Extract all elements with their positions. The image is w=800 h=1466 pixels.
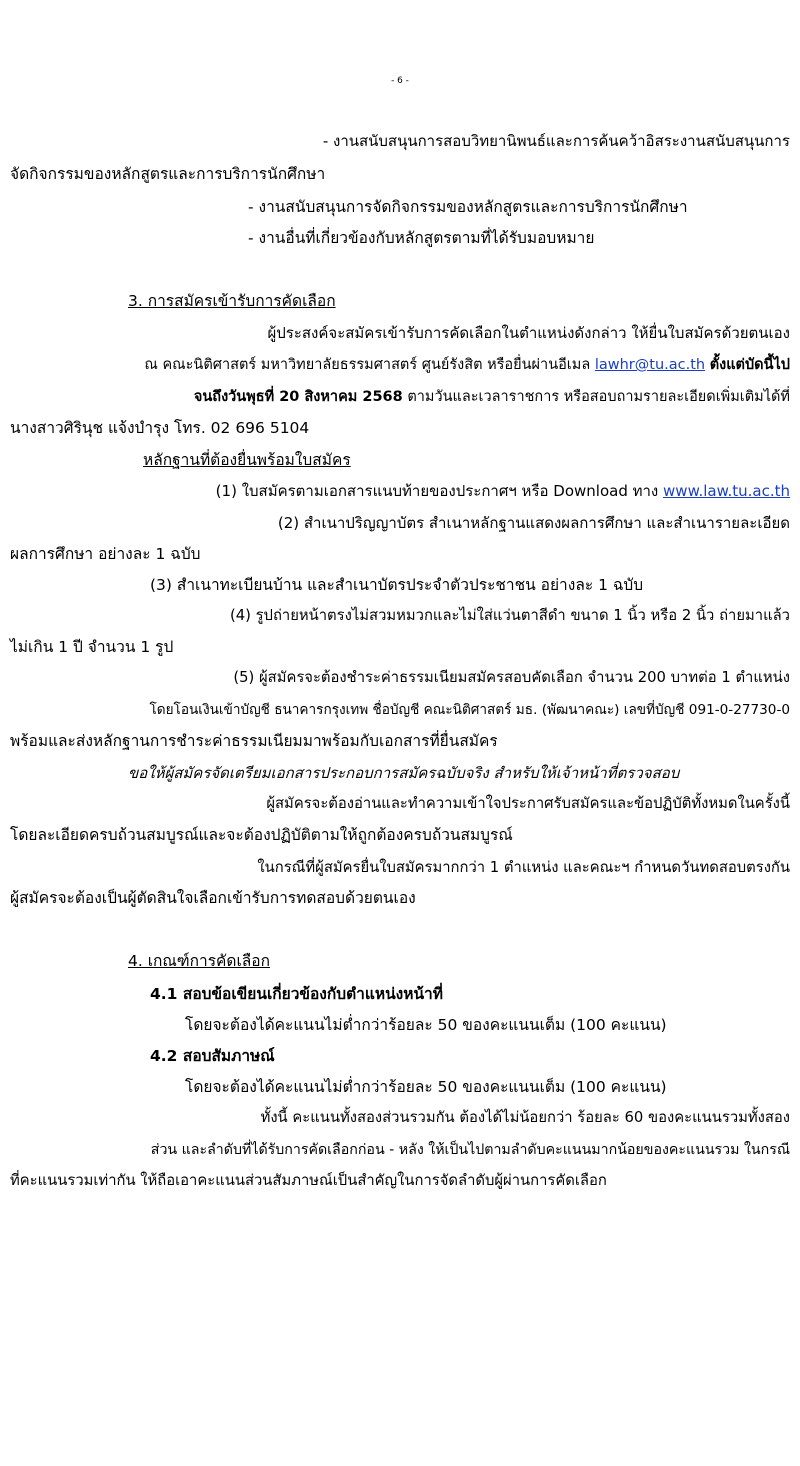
instruction-line: โดยละเอียดครบถ้วนสมบูรณ์และจะต้องปฏิบัติตามให้ถูกต้องครบถ้วนสมบูรณ์	[10, 826, 513, 844]
section-3-paragraph-line	[10, 354, 790, 376]
section-3-paragraph-line	[10, 386, 790, 408]
document-item-2-continued: ผลการศึกษา อย่างละ 1 ฉบับ	[10, 545, 201, 563]
duty-item: - งานสนับสนุนการจัดกิจกรรมของหลักสูตรและการบริการนักศึกษา	[248, 198, 688, 216]
score-rule-line: ที่คะแนนรวมเท่ากัน ให้ถือเอาคะแนนส่วนสัมภาษณ์เป็นสำคัญในการจัดลำดับผู้ผ่านการคัดเลือก	[10, 1172, 607, 1189]
criteria-4-1-text: โดยจะต้องได้คะแนนไม่ต่ำกว่าร้อยละ 50 ของคะแนนเต็ม (100 คะแนน)	[185, 1016, 667, 1034]
original-documents-note: ขอให้ผู้สมัครจัดเตรียมเอกสารประกอบการสมัครฉบับจริง สำหรับให้เจ้าหน้าที่ตรวจสอบ	[128, 764, 680, 782]
document-item-1	[150, 480, 790, 502]
section-4-heading: 4. เกณฑ์การคัดเลือก	[128, 952, 270, 970]
document-item-5-continued: พร้อมและส่งหลักฐานการชำระค่าธรรมเนียมมาพร้อมกับเอกสารที่ยื่นสมัคร	[10, 732, 498, 750]
score-rule-line: ส่วน และลำดับที่ได้รับการคัดเลือกก่อน - หลัง ให้เป็นไปตามลำดับคะแนนมากน้อยของคะแนนรวม ในกรณี	[150, 1142, 790, 1158]
instruction-line: ผู้สมัครจะต้องอ่านและทำความเข้าใจประกาศรับสมัครและข้อปฏิบัติทั้งหมดในครั้งนี้	[266, 795, 790, 812]
duty-item: - งานอื่นที่เกี่ยวข้องกับหลักสูตรตามที่ได้รับมอบหมาย	[248, 229, 595, 247]
multiple-position-note: ในกรณีที่ผู้สมัครยื่นใบสมัครมากกว่า 1 ตำแหน่ง และคณะฯ กำหนดวันทดสอบตรงกัน	[257, 859, 790, 876]
paragraph-text: ณ คณะนิติศาสตร์ มหาวิทยาลัยธรรมศาสตร์ ศูนย์รังสิต หรือยื่นผ่านอีเมล	[144, 357, 591, 373]
document-item-5: (5) ผู้สมัครจะต้องชำระค่าธรรมเนียมสมัครสอบคัดเลือก จำนวน 200 บาทต่อ 1 ตำแหน่ง	[233, 669, 790, 686]
website-link[interactable]: www.law.tu.ac.th	[663, 482, 790, 500]
section-3-heading: 3. การสมัครเข้ารับการคัดเลือก	[128, 292, 336, 310]
paragraph-text: ตามวันและเวลาราชการ หรือสอบถามรายละเอียดเพิ่มเติมได้ที่	[407, 389, 790, 405]
email-link[interactable]: lawhr@tu.ac.th	[594, 357, 706, 373]
document-item-5-continued: โดยโอนเงินเข้าบัญชี ธนาคารกรุงเทพ ชื่อบัญชี คณะนิติศาสตร์ มธ. (พัฒนาคณะ) เลขที่บัญชี 091-0-27730-0	[149, 702, 790, 718]
criteria-4-2-title: 4.2 สอบสัมภาษณ์	[150, 1047, 275, 1065]
page-number: - 6 -	[391, 76, 409, 86]
criteria-4-2-text: โดยจะต้องได้คะแนนไม่ต่ำกว่าร้อยละ 50 ของคะแนนเต็ม (100 คะแนน)	[185, 1078, 667, 1096]
document-item-4: (4) รูปถ่ายหน้าตรงไม่สวมหมวกและไม่ใส่แว่นตาสีดำ ขนาด 1 นิ้ว หรือ 2 นิ้ว ถ่ายมาแล้ว	[229, 607, 790, 624]
duty-item: - งานสนับสนุนการสอบวิทยานิพนธ์และการค้นคว้าอิสระงานสนับสนุนการ	[322, 132, 790, 150]
section-3-paragraph-line: ผู้ประสงค์จะสมัครเข้ารับการคัดเลือกในตำแหน่งดังกล่าว ให้ยื่นใบสมัครด้วยตนเอง	[267, 324, 790, 342]
score-rule-line: ทั้งนี้ คะแนนทั้งสองส่วนรวมกัน ต้องได้ไม่น้อยกว่า ร้อยละ 60 ของคะแนนรวมทั้งสอง	[260, 1109, 790, 1126]
document-item-2: (2) สำเนาปริญญาบัตร สำเนาหลักฐานแสดงผลการศึกษา และสำเนารายละเอียด	[277, 514, 790, 532]
paragraph-bold-text: ตั้งแต่บัดนี้ไป	[709, 357, 790, 373]
contact-person: นางสาวศิรินุช แจ้งบำรุง โทร. 02 696 5104	[10, 419, 310, 437]
duty-item-continued: จัดกิจกรรมของหลักสูตรและการบริการนักศึกษา	[10, 165, 326, 183]
multiple-position-note: ผู้สมัครจะต้องเป็นผู้ตัดสินใจเลือกเข้ารับการทดสอบด้วยตนเอง	[10, 889, 416, 907]
document-item-4-continued: ไม่เกิน 1 ปี จำนวน 1 รูป	[10, 638, 174, 656]
documents-heading: หลักฐานที่ต้องยื่นพร้อมใบสมัคร	[143, 451, 351, 469]
criteria-4-1-title: 4.1 สอบข้อเขียนเกี่ยวข้องกับตำแหน่งหน้าที่	[150, 985, 443, 1003]
document-item-3: (3) สำเนาทะเบียนบ้าน และสำเนาบัตรประจำตัวประชาชน อย่างละ 1 ฉบับ	[150, 576, 644, 594]
document-item-text: (1) ใบสมัครตามเอกสารแนบท้ายของประกาศฯ หรือ Download ทาง	[215, 482, 659, 500]
deadline-bold-text: จนถึงวันพุธที่ 20 สิงหาคม 2568	[193, 389, 403, 405]
